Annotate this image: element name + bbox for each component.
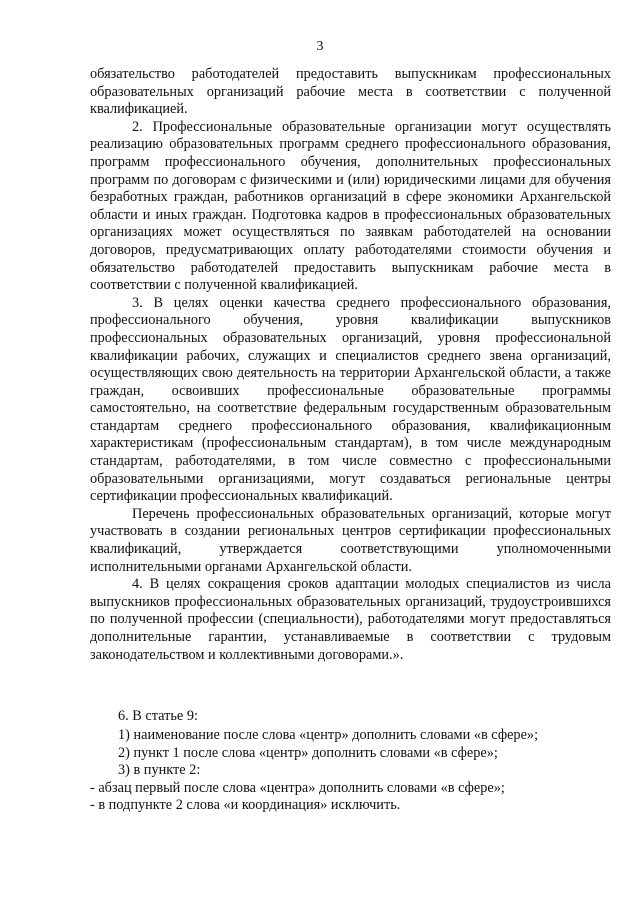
paragraph-continuation: обязательство работодателей предоставить выпускникам профессиональных образовательных организаций рабочие места в соответствии с полученной квалификацией. <box>90 66 611 118</box>
amendments-block <box>90 708 611 815</box>
amendment-heading: 6. В статье 9: <box>118 708 198 724</box>
amendment-item-1: 1) наименование после слова «центр» дополнить словами «в сфере»; <box>118 727 539 744</box>
paragraph-item-2: 2. Профессиональные образовательные организации могут осуществлять реализацию образовательных программ среднего профессионального образования, программ профессионального обучения, дополнительных профессиональных программ по договорам с физическими и (или) юридическими лицами для обучения безработных граждан, работников организаций в сфере экономики Архангельской области и иных граждан. Подготовка кадров в профессиональных образовательных организациях может осуществляться по заявкам работодателей на основании договоров, предусматривающих оплату работодателями стоимости обучения и обязательство работодателей предоставить выпускникам рабочие места в соответствии с полученной квалификацией. <box>90 118 611 294</box>
amendment-item-3: 3) в пункте 2: <box>118 762 201 779</box>
amendment-subitem-2: - в подпункте 2 слова «и координация» исключить. <box>90 797 401 814</box>
document-body <box>90 66 611 664</box>
paragraph-item-4: 4. В целях сокращения сроков адаптации молодых специалистов из числа выпускников профессиональных образовательных организаций, трудоустроившихся по полученной профессии (специальности), работодателями могут предоставляться дополнительные гарантии, устанавливаемые в соответствии с трудовым законодательством и коллективными договорами.». <box>90 576 611 663</box>
amendment-subitem-1: - абзац первый после слова «центра» дополнить словами «в сфере»; <box>90 779 505 796</box>
page-number: 3 <box>316 39 324 54</box>
paragraph-list-of-organizations: Перечень профессиональных образовательных организаций, которые могут участвовать в создании региональных центров сертификации профессиональных квалификаций, утверждается соответствующими уполномоченными исполнительными органами Архангельской области. <box>90 505 611 575</box>
amendment-item-2: 2) пункт 1 после слова «центр» дополнить словами «в сфере»; <box>118 744 498 761</box>
paragraph-item-3: 3. В целях оценки качества среднего профессионального образования, профессионального обучения, уровня квалификации выпускников профессиональных образовательных организаций, уровня профессиональной квалификации рабочих, служащих и специалистов среднего звена организаций, осуществляющих свою деятельность на территории Архангельской области, а также граждан, освоивших профессиональные образовательные программы самостоятельно, на соответствие федеральным государственным образовательным стандартам среднего профессионального образования, квалификационным характеристикам (профессиональным стандартам), в том числе международным стандартам, работодателями, в том числе совместно с профессиональными образовательными организациями, могут создаваться региональные центры сертификации профессиональных квалификаций. <box>90 294 611 505</box>
